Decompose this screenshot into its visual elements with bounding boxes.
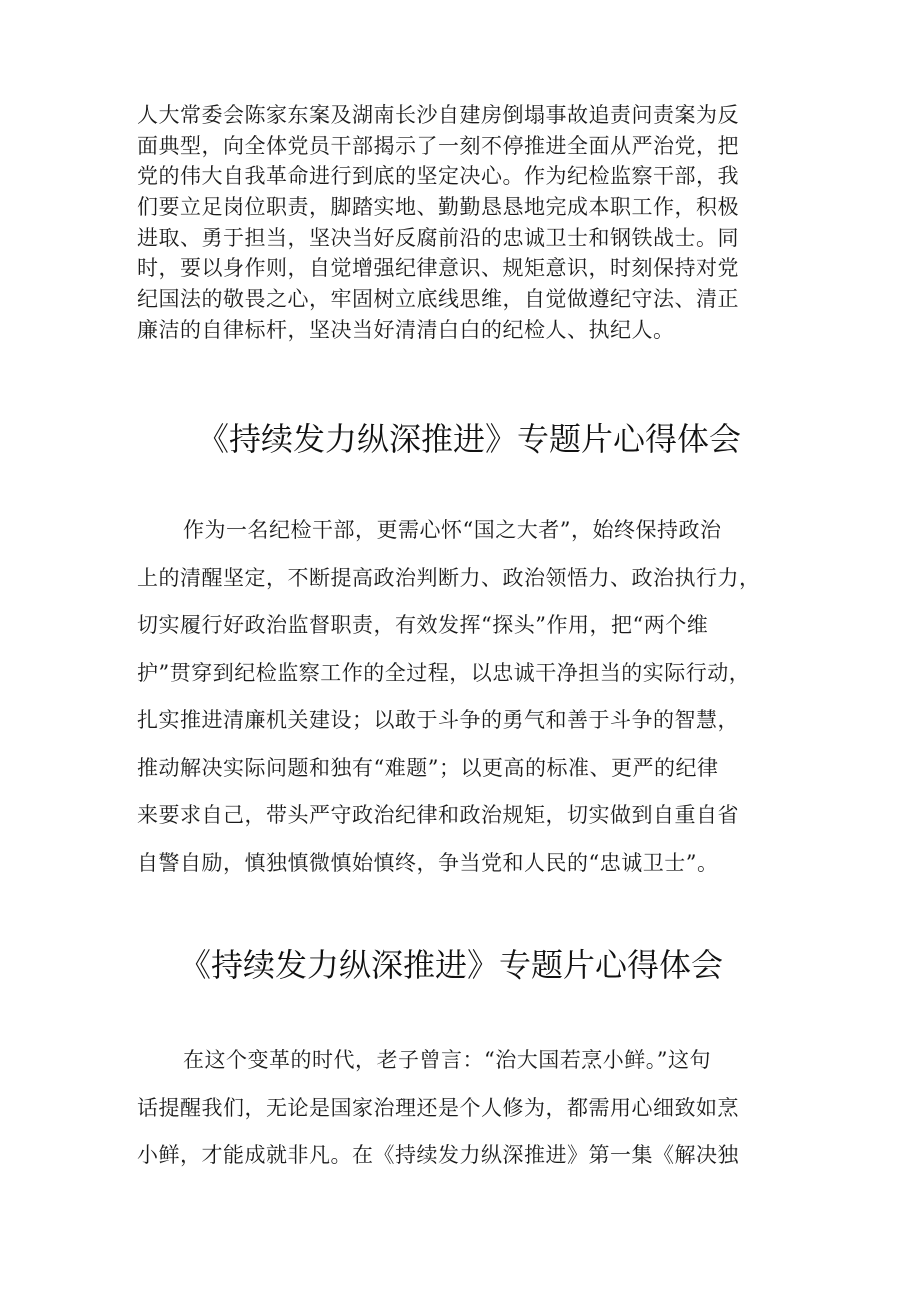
paragraph-line: 党的伟大自我革命进行到底的坚定决心。作为纪检监察干部，我: [137, 164, 739, 189]
paragraph-line: 们要立足岗位职责，脚踏实地、勤勤恳恳地完成本职工作，积极: [137, 195, 739, 220]
paragraph-line: 扎实推进清廉机关建设；以敢于斗争的勇气和善于斗争的智慧，: [137, 708, 739, 732]
paragraph-line: 自警自励，慎独慎微慎始慎终，争当党和人民的“忠诚卫士”。: [137, 850, 719, 875]
paragraph-line: 进取、勇于担当，坚决当好反腐前沿的忠诚卫士和钢铁战士。同: [137, 225, 739, 250]
paragraph-line: 作为一名纪检干部，更需心怀“国之大者”，始终保持政治: [183, 518, 722, 542]
paragraph-line: 面典型，向全体党员干部揭示了一刻不停推进全面从严治党，把: [137, 133, 739, 158]
section-heading-1: 《持续发力纵深推进》专题片心得体会: [196, 420, 741, 458]
paragraph-line: 话提醒我们，无论是国家治理还是个人修为，都需用心细致如烹: [137, 1095, 739, 1120]
paragraph-line: 来要求自己，带头严守政治纪律和政治规矩，切实做到自重自省: [137, 803, 739, 827]
paragraph-line: 上的清醒坚定，不断提高政治判断力、政治领悟力、政治执行力，: [137, 565, 761, 590]
paragraph-line: 人大常委会陈家东案及湖南长沙自建房倒塌事故追责问责案为反: [137, 103, 739, 127]
paragraph-line: 纪国法的敬畏之心，牢固树立底线思维，自觉做遵纪守法、清正: [137, 287, 739, 312]
paragraph-2: [137, 510, 797, 890]
section-heading-2: 《持续发力纵深推进》专题片心得体会: [178, 946, 723, 984]
paragraph-line: 时，要以身作则，自觉增强纪律意识、规矩意识，时刻保持对党: [137, 256, 739, 281]
paragraph-line: 推动解决实际问题和独有“难题”；以更高的标准、更严的纪律: [137, 755, 719, 780]
paragraph-line: 小鲜，才能成就非凡。在《持续发力纵深推进》第一集《解决独: [137, 1143, 739, 1167]
paragraph-line: 廉洁的自律标杆，坚决当好清清白白的纪检人、执纪人。: [137, 317, 675, 342]
paragraph-1: [137, 100, 797, 346]
paragraph-line: 在这个变革的时代，老子曾言：“治大国若烹小鲜。”这句: [183, 1048, 711, 1072]
paragraph-line: 护”贯穿到纪检监察工作的全过程，以忠诚干净担当的实际行动，: [137, 660, 751, 685]
paragraph-line: 切实履行好政治监督职责，有效发挥“探头”作用，把“两个维: [137, 613, 709, 637]
paragraph-3: [137, 1040, 797, 1183]
